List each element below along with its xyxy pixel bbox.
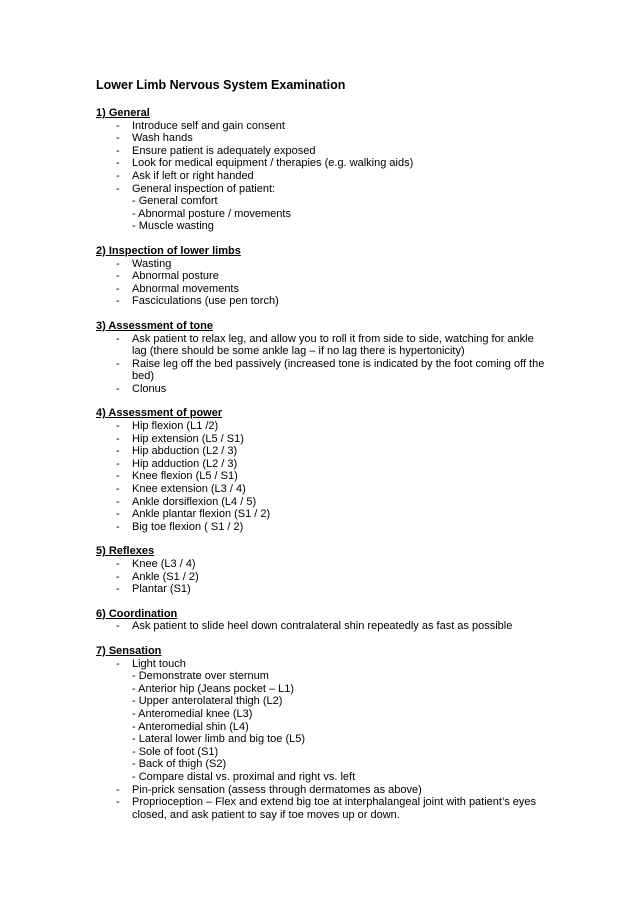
list-item-text: Hip abduction (L2 / 3) (132, 445, 238, 458)
list-item (96, 270, 546, 283)
list-item (96, 483, 546, 496)
list-item (96, 796, 546, 821)
dash-bullet-icon: - (116, 470, 120, 483)
list-item-text: Abnormal posture (132, 270, 219, 283)
list-item (96, 295, 546, 308)
section (96, 645, 546, 821)
dash-bullet-icon: - (116, 796, 120, 809)
section-heading: 5) Reflexes (96, 545, 155, 558)
list-item (96, 571, 546, 584)
bullet-list (96, 658, 546, 822)
list-item-text: Raise leg off the bed passively (increased tone is indicated by the foot coming off the bed) (132, 357, 545, 383)
list-item-text: Abnormal movements (132, 282, 239, 295)
list-item-text: Look for medical equipment / therapies (e.g. walking aids) (132, 157, 414, 170)
bullet-list (96, 620, 546, 633)
list-item (96, 521, 546, 534)
section (96, 245, 546, 308)
dash-bullet-icon: - (116, 132, 120, 145)
list-item-text: Fasciculations (use pen torch) (132, 295, 279, 308)
list-item (96, 420, 546, 433)
list-item-text: Knee extension (L3 / 4) (132, 483, 246, 496)
dash-bullet-icon: - (116, 445, 120, 458)
dash-bullet-icon: - (116, 570, 120, 583)
dash-bullet-icon: - (116, 257, 120, 270)
bullet-list (96, 120, 546, 233)
section (96, 107, 546, 233)
list-item (96, 132, 546, 145)
dash-bullet-icon: - (116, 657, 120, 670)
dash-bullet-icon: - (116, 169, 120, 182)
list-item-text: Clonus (132, 382, 167, 395)
dash-bullet-icon: - (116, 783, 120, 796)
bullet-list (96, 333, 546, 396)
sub-item: - Demonstrate over sternum (132, 670, 269, 683)
sub-item: - Muscle wasting (132, 220, 214, 233)
section-heading: 4) Assessment of power (96, 407, 223, 420)
list-item-text: Hip adduction (L2 / 3) (132, 457, 238, 470)
list-item (96, 258, 546, 271)
list-item-text: Ankle (S1 / 2) (132, 570, 199, 583)
list-item-text: Knee flexion (L5 / S1) (132, 470, 238, 483)
list-item-text: Hip flexion (L1 /2) (132, 420, 219, 433)
dash-bullet-icon: - (116, 457, 120, 470)
bullet-list (96, 258, 546, 308)
list-item (96, 508, 546, 521)
dash-bullet-icon: - (116, 357, 120, 370)
bullet-list (96, 420, 546, 533)
sub-item: - Back of thigh (S2) (132, 758, 227, 771)
sub-item: - Lateral lower limb and big toe (L5) (132, 733, 306, 746)
dash-bullet-icon: - (116, 270, 120, 283)
list-item (96, 170, 546, 183)
list-item (96, 145, 546, 158)
list-item (96, 470, 546, 483)
list-item-text: Proprioception – Flex and extend big toe at interphalangeal joint with patient’s eyes closed, and ask patient to say if toe moves up or down. (132, 796, 537, 821)
section-heading: 2) Inspection of lower limbs (96, 244, 241, 257)
list-item (96, 583, 546, 596)
list-item-text: Ask if left or right handed (132, 169, 254, 182)
list-item-text: Ankle dorsiflexion (L4 / 5) (132, 495, 257, 508)
sub-item: - Anteromedial shin (L4) (132, 720, 249, 733)
section (96, 545, 546, 595)
dash-bullet-icon: - (116, 157, 120, 170)
list-item (96, 433, 546, 446)
dash-bullet-icon: - (116, 483, 120, 496)
list-item (96, 558, 546, 571)
list-item-text: Knee (L3 / 4) (132, 558, 196, 570)
list-item (96, 333, 546, 358)
dash-bullet-icon: - (116, 432, 120, 445)
sub-item: - Compare distal vs. proximal and right vs. left (132, 770, 356, 783)
section-heading: 6) Coordination (96, 607, 178, 620)
section-heading: 3) Assessment of tone (96, 319, 213, 332)
list-item-text: Hip extension (L5 / S1) (132, 432, 244, 445)
dash-bullet-icon: - (116, 282, 120, 295)
list-item-text: Ask patient to relax leg, and allow you to roll it from side to side, watching for ankle lag (there should be some ankle lag – if no lag there is hypertonicity) (132, 332, 534, 358)
document-title: Lower Limb Nervous System Examination (96, 78, 346, 92)
sub-item: - Abnormal posture / movements (132, 207, 291, 220)
dash-bullet-icon: - (116, 295, 120, 308)
list-item (96, 784, 546, 797)
list-item (96, 658, 546, 784)
list-item (96, 183, 546, 233)
sub-item: - Anterior hip (Jeans pocket – L1) (132, 682, 295, 695)
list-item (96, 383, 546, 396)
list-item (96, 445, 546, 458)
dash-bullet-icon: - (116, 144, 120, 157)
list-item (96, 620, 546, 633)
section (96, 608, 546, 633)
list-item (96, 120, 546, 133)
dash-bullet-icon: - (116, 520, 120, 533)
section (96, 407, 546, 533)
list-item-text: Ask patient to slide heel down contralateral shin repeatedly as fast as possible (132, 620, 513, 633)
list-item-text: Pin-prick sensation (assess through dermatomes as above) (132, 783, 422, 796)
list-item-text: Wasting (132, 257, 172, 270)
list-item-text: Ankle plantar flexion (S1 / 2) (132, 508, 271, 521)
list-item-text: Light touch (132, 657, 186, 670)
list-item-text: Ensure patient is adequately exposed (132, 144, 316, 157)
section-heading: 7) Sensation (96, 644, 162, 657)
list-item (96, 157, 546, 170)
dash-bullet-icon: - (116, 583, 120, 596)
dash-bullet-icon: - (116, 420, 120, 433)
dash-bullet-icon: - (116, 508, 120, 521)
dash-bullet-icon: - (116, 382, 120, 395)
list-item (96, 458, 546, 471)
sub-item: - Sole of foot (S1) (132, 745, 219, 758)
dash-bullet-icon: - (116, 558, 120, 570)
dash-bullet-icon: - (116, 620, 120, 633)
list-item-text: Big toe flexion ( S1 / 2) (132, 520, 244, 533)
dash-bullet-icon: - (116, 495, 120, 508)
list-item-text: Introduce self and gain consent (132, 119, 285, 132)
document-body (96, 78, 546, 833)
list-item (96, 358, 546, 383)
list-item (96, 283, 546, 296)
list-item (96, 496, 546, 509)
list-item-text: General inspection of patient: (132, 182, 276, 195)
list-item-text: Wash hands (132, 132, 193, 145)
bullet-list (96, 558, 546, 596)
sub-item: - Upper anterolateral thigh (L2) (132, 695, 283, 708)
sections-container (96, 107, 546, 821)
section (96, 320, 546, 396)
dash-bullet-icon: - (116, 182, 120, 195)
dash-bullet-icon: - (116, 332, 120, 345)
sub-item: - Anteromedial knee (L3) (132, 707, 253, 720)
sub-item: - General comfort (132, 195, 218, 208)
section-heading: 1) General (96, 107, 150, 119)
list-item-text: Plantar (S1) (132, 583, 191, 596)
dash-bullet-icon: - (116, 119, 120, 132)
